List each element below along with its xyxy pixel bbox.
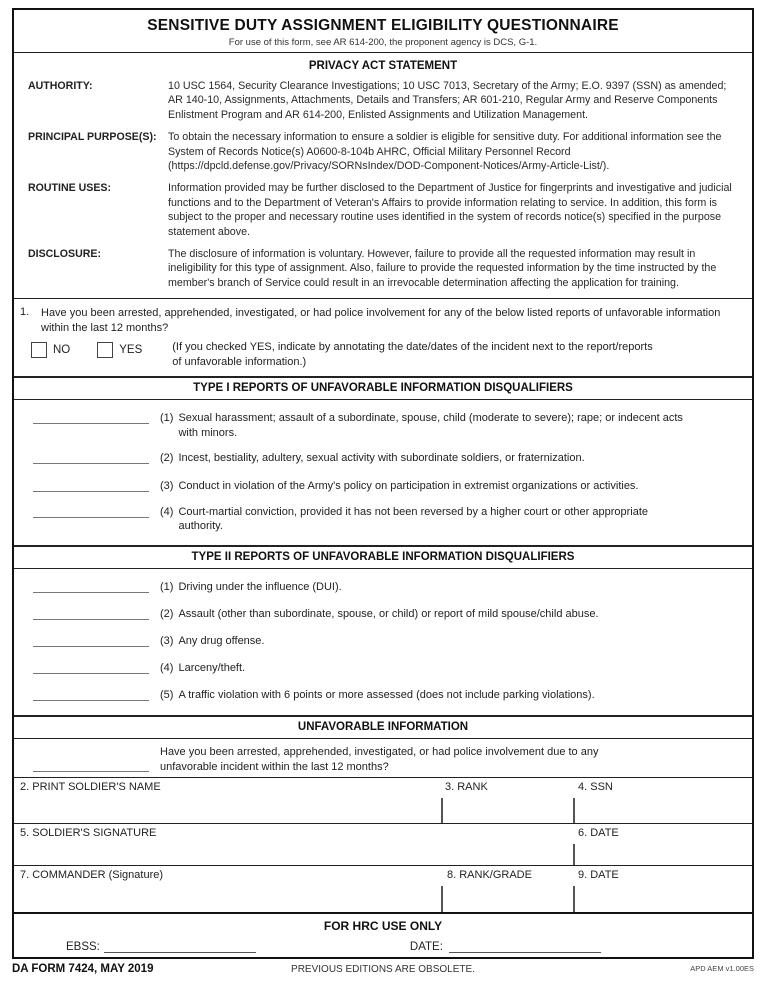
type1-item-1-text: Sexual harassment; assault of a subordinate, spouse, child (moderate to severe); rape; or indecent acts with minors.	[178, 412, 683, 439]
principal-purpose-text: To obtain the necessary information to ensure a soldier is eligible for sensitive duty. For additional information see the System of Records Notice(s) A0600-8-104b AHRC, Official Military Personnel Record (https://dpcld.defense.gov/Privacy/SORNsIndex/DOD-Component-Notices/Army-Article-List/).	[168, 131, 722, 173]
disclosure-text: The disclosure of information is voluntary. However, failure to provide all the requested information may result in ineligibility for this type of assignment. Also, failure to provide the requested information by the time instructed by the member's branch of Service could result in an irrevocable determination affecting the application for training.	[168, 248, 717, 289]
type1-item-1-date-line[interactable]	[33, 411, 149, 424]
table-row-signature-date	[14, 823, 752, 865]
version-note: APD AEM v1.00ES	[690, 964, 754, 973]
form-subtitle: For use of this form, see AR 614-200, the proponent agency is DCS, G-1.	[228, 37, 538, 48]
type1-item-1-number: (1)	[160, 412, 174, 425]
type2-item-3-date-line[interactable]	[33, 634, 149, 647]
ssn-field[interactable]	[574, 796, 752, 823]
type1-item-3	[14, 479, 752, 494]
type2-item-4-date-line[interactable]	[33, 661, 149, 674]
question-1-note: (If you checked YES, indicate by annotating the date/dates of the incident next to the report/reports of unfavorable information.)	[172, 341, 653, 368]
type2-item-3-text: Any drug offense.	[178, 635, 265, 648]
rank-grade-label: 8. RANK/GRADE	[447, 869, 532, 882]
hrc-date-label: DATE:	[409, 941, 443, 954]
unfavorable-question-text: Have you been arrested, apprehended, investigated, or had police involvement due to any unfavorable incident within the last 12 months?	[160, 746, 599, 773]
rank-label: 3. RANK	[445, 781, 488, 794]
type2-item-3	[14, 634, 752, 649]
yes-option	[97, 342, 142, 358]
ebss-label: EBSS:	[66, 941, 100, 954]
ssn-label: 4. SSN	[578, 781, 613, 794]
commander-date-label: 9. DATE	[578, 869, 619, 882]
authority-label: AUTHORITY:	[28, 80, 93, 92]
type2-item-2-text: Assault (other than subordinate, spouse, or child) or report of mild spouse/child abuse.	[178, 607, 599, 620]
privacy-row-authority	[14, 79, 752, 122]
unfavorable-question-row	[14, 739, 752, 777]
type1-item-4-text: Court-martial conviction, provided it has not been reversed by a higher court or other appropriate authority.	[178, 505, 649, 533]
routine-uses-text: Information provided may be further disclosed to the Department of Justice for fingerprints and investigative and judicial functions and to the Department of Veteran's Affairs to provide information relating to service. In addition, this form is subject to the proper and necessary routine uses identified in the system of records notice(s) specified in the purpose statement above.	[168, 182, 732, 238]
question-1-text: Have you been arrested, apprehended, investigated, or had police involvement for any of the below listed reports of unfavorable information within the last 12 months?	[41, 307, 721, 334]
title-block	[14, 10, 752, 53]
yes-checkbox[interactable]	[97, 342, 113, 358]
table-row-name-rank-ssn	[14, 777, 752, 823]
date-label: 6. DATE	[578, 827, 619, 840]
privacy-act-heading: PRIVACY ACT STATEMENT	[308, 60, 458, 72]
type1-item-4-number: (4)	[160, 505, 174, 518]
type2-item-4-text: Larceny/theft.	[178, 662, 246, 675]
type2-item-3-number: (3)	[160, 635, 174, 648]
privacy-row-routine-uses	[14, 181, 752, 239]
type1-item-3-number: (3)	[160, 480, 174, 493]
hrc-date-input-line[interactable]	[449, 939, 601, 953]
no-option	[31, 342, 70, 358]
hrc-date-field-group	[410, 939, 601, 953]
unfavorable-answer-line[interactable]	[33, 745, 149, 772]
type2-items	[14, 569, 752, 703]
commander-signature-field[interactable]	[14, 884, 440, 912]
routine-uses-label: ROUTINE USES:	[28, 182, 111, 195]
type2-item-4-number: (4)	[160, 662, 174, 675]
type2-item-5-text: A traffic violation with 6 points or more assessed (does not include parking violations).	[178, 689, 595, 702]
hrc-use-only-section	[14, 912, 752, 964]
type2-item-2	[14, 607, 752, 622]
unfavorable-question-item	[14, 745, 752, 774]
soldier-signature-label: 5. SOLDIER'S SIGNATURE	[20, 827, 157, 840]
page-title: SENSITIVE DUTY ASSIGNMENT ELIGIBILITY QUESTIONNAIRE	[147, 17, 619, 34]
commander-signature-label: 7. COMMANDER (Signature)	[20, 869, 164, 882]
form-sheet	[12, 8, 754, 959]
unfavorable-section-heading: UNFAVORABLE INFORMATION	[14, 715, 752, 739]
type1-item-2-text: Incest, bestiality, adultery, sexual activity with subordinate soldiers, or fraternization.	[178, 452, 585, 465]
type2-item-1-date-line[interactable]	[33, 580, 149, 593]
no-checkbox-label: NO	[53, 344, 71, 357]
principal-purpose-label: PRINCIPAL PURPOSE(S):	[28, 131, 157, 144]
hrc-heading: FOR HRC USE ONLY	[323, 919, 443, 934]
type1-items	[14, 400, 752, 534]
type1-item-2	[14, 451, 752, 466]
type2-item-4	[14, 661, 752, 676]
type1-section-heading: TYPE I REPORTS OF UNFAVORABLE INFORMATION DISQUALIFIERS	[14, 376, 752, 400]
type2-item-2-number: (2)	[160, 607, 174, 620]
type2-item-1-text: Driving under the influence (DUI).	[178, 580, 342, 593]
form-number: DA FORM 7424, MAY 2019	[12, 963, 154, 975]
type2-item-5	[14, 688, 752, 703]
type2-item-1	[14, 580, 752, 595]
type1-item-4-date-line[interactable]	[33, 505, 149, 518]
type1-item-2-date-line[interactable]	[33, 451, 149, 464]
type1-item-3-date-line[interactable]	[33, 479, 149, 492]
rank-grade-field[interactable]	[442, 884, 572, 912]
question-1-section	[14, 299, 752, 369]
type2-item-1-number: (1)	[160, 580, 174, 593]
question-1-number: 1.	[20, 306, 30, 319]
type1-item-4	[14, 505, 752, 534]
soldier-date-field[interactable]	[574, 842, 752, 865]
type2-item-5-date-line[interactable]	[33, 688, 149, 701]
yes-checkbox-label: YES	[119, 344, 143, 357]
privacy-row-disclosure	[14, 247, 752, 290]
type2-section-heading: TYPE II REPORTS OF UNFAVORABLE INFORMATION DISQUALIFIERS	[14, 545, 752, 569]
table-row-commander	[14, 865, 752, 912]
type1-item-2-number: (2)	[160, 452, 174, 465]
print-name-field[interactable]	[14, 796, 440, 823]
obsolete-note: PREVIOUS EDITIONS ARE OBSOLETE.	[291, 964, 475, 975]
rank-field[interactable]	[442, 796, 572, 823]
privacy-row-purpose	[14, 130, 752, 173]
privacy-act-section	[14, 53, 752, 299]
type2-item-2-date-line[interactable]	[33, 607, 149, 620]
authority-text: 10 USC 1564, Security Clearance Investigations; 10 USC 7013, Secretary of the Army; E.O. 9397 (SSN) as amended; AR 140-10, Assignments, Attachments, Details and Transfers; AR 601-210, Regular Army and Reserve Components Enlistment Program and AR 614-200, Enlisted Assignments and Utilization Management.	[168, 80, 727, 121]
soldier-signature-field[interactable]	[14, 842, 572, 865]
question-1-answer-row	[20, 335, 744, 369]
form-footer	[12, 963, 754, 975]
print-name-label: 2. PRINT SOLDIER'S NAME	[20, 781, 161, 794]
type1-item-3-text: Conduct in violation of the Army's policy on participation in extremist organizations or activities.	[178, 480, 639, 493]
no-checkbox[interactable]	[31, 342, 47, 358]
ebss-field-group	[66, 939, 256, 953]
type1-item-1	[14, 411, 752, 440]
commander-date-field[interactable]	[574, 884, 752, 912]
disclosure-label: DISCLOSURE:	[28, 248, 101, 261]
type2-item-5-number: (5)	[160, 689, 174, 702]
ebss-input-line[interactable]	[104, 939, 256, 953]
